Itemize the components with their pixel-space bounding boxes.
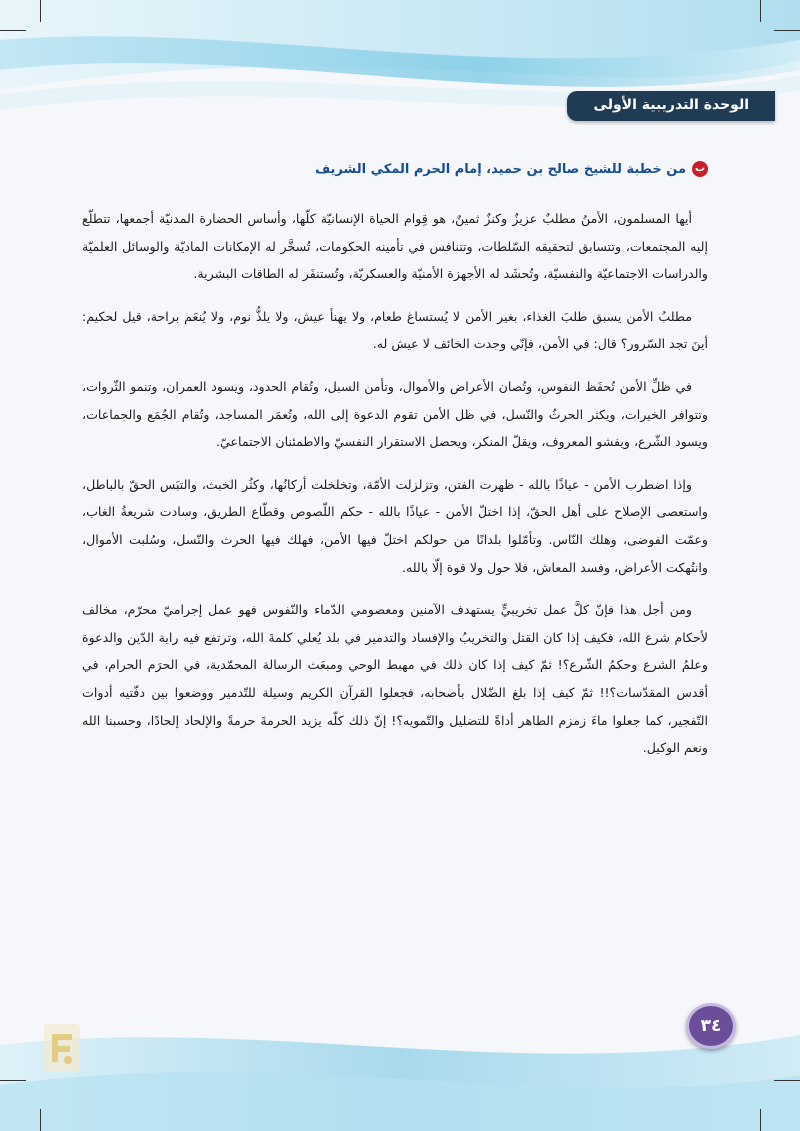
crop-mark <box>774 30 800 31</box>
paragraph-5: ومن أجل هذا فإنّ كلَّ عمل تخريبيٍّ يستهدف الآمنين ومعصومي الدّماء والنّفوس فهو عمل إجراميّ محرّم، مخالف لأحكام شرع الله، فكيف إذا كان القتل والتخريبُ والإفساد والتدمير في بلد يُعلي كلمةَ الله، وترتفع فيه راية الدّين والدعوة وعلمُ الشرع وحكمُ الشّرع؟! ثمّ كيف إذا كان ذلك في مهبط الوحي ومبعَث الرسالة المحمّدية، في الحرَم الحرام، في أقدس المقدّسات؟!! ثمّ كيف إذا بلغ الضّلال بأصحابه، فجعلوا القرآن الكريم وسيلة للتّدمير ووضعوا بين دفّتيه أدوات التّفجير، كما جعلوا ماءَ زمزم الطاهر أداةً للتضليل والتّمويه؟! إنّ ذلك كلّه يزيد الحرمةَ حرمةً والإلحاد إلحادًا، وحسبنا الله ونعم الوكيل. <box>82 602 708 756</box>
crop-mark <box>0 30 26 31</box>
paragraph-4: وإذا اضطرب الأمن - عياذًا بالله - ظهرت الفتن، وتزلزلت الأمّة، وتخلخلت أركانُها، وكثُر الخبث، والتبَس الحقّ بالباطل، واستعصى الإصلاح على أهل الحقّ، إذا اختلّ الأمن - عياذًا بالله - حكم اللّصوص وقطّاع الطريق، وسادت شريعةُ الغاب، وعمّت الفوضى، وهلك النّاس. وتأمّلوا بلدانًا من حولكم اختلّ فيها الأمن، فهلك فيها الحرث والنّسل، وسُلبت الأموال، وانتُهكت الأعراض، وفسد المعاش، فلا حول ولا قوة إلّا بالله. <box>82 476 708 575</box>
crop-mark <box>760 0 761 22</box>
paragraph-2: مطلبُ الأمن يسبق طلبَ الغذاء، بغير الأمن لا يُستساغ طعام، ولا يهنأ عيش، ولا يلذُّ نوم، ولا يُنعَم براحة، قيل لحكيم: أينَ تجد السّرور؟ قال: في الأمن، فإنّي وجدت الخائف لا عيش له. <box>82 308 708 352</box>
bottom-wave-decoration <box>0 975 800 1131</box>
source-heading <box>315 161 708 177</box>
page-number-badge: ٣٤ <box>686 1003 736 1049</box>
sermon-body <box>82 205 708 777</box>
crop-mark <box>760 1109 761 1131</box>
section-bullet-icon: ب <box>692 161 708 177</box>
crop-mark <box>0 1080 26 1081</box>
source-title: من خطبة للشيخ صالح بن حميد، إمام الحرم المكي الشريف <box>315 161 686 177</box>
unit-label: الوحدة التدريبية الأولى <box>593 97 749 113</box>
crop-mark <box>774 1080 800 1081</box>
publisher-logo-icon <box>42 1022 82 1074</box>
paragraph-3: في ظلِّ الأمن تُحفَظ النفوس، وتُصان الأعراض والأموال، وتأمن السبل، وتُقام الحدود، ويسود العمران، وتنمو الثّروات، وتتوافر الخيرات، ويكثر الحرثُ والنّسل، في ظل الأمن تقوم الدعوة إلى الله، وتُعمَر المساجد، وتُقام الجُمَع والجماعات، ويسود الشّرع، ويفشو المعروف، ويقلّ المنكر، ويحصل الاستقرار النفسيّ والاطمئنان الاجتماعيّ. <box>82 378 708 450</box>
crop-mark <box>40 1109 41 1131</box>
paragraph-1: أيها المسلمون، الأمنُ مطلبٌ عزيزٌ وكنزٌ ثمينٌ، هو قِوام الحياة الإنسانيّة كلّها، وأساس الحضارة المدنيّة أجمعها، تتطلّع إليه المجتمعات، وتتسابق لتحقيقه السّلطات، وتتنافس في تأمينه الحكومات، تُسخَّر له الإمكانات الماديّة والوسائل العلميّة والدراسات الاجتماعيّة والنفسيّة، وتُحشَد له الأجهزة الأمنيّة والعسكريّة، وتُستنفَر له الطاقات البشرية. <box>82 211 708 282</box>
unit-header-tab <box>567 91 775 121</box>
crop-mark <box>40 0 41 22</box>
